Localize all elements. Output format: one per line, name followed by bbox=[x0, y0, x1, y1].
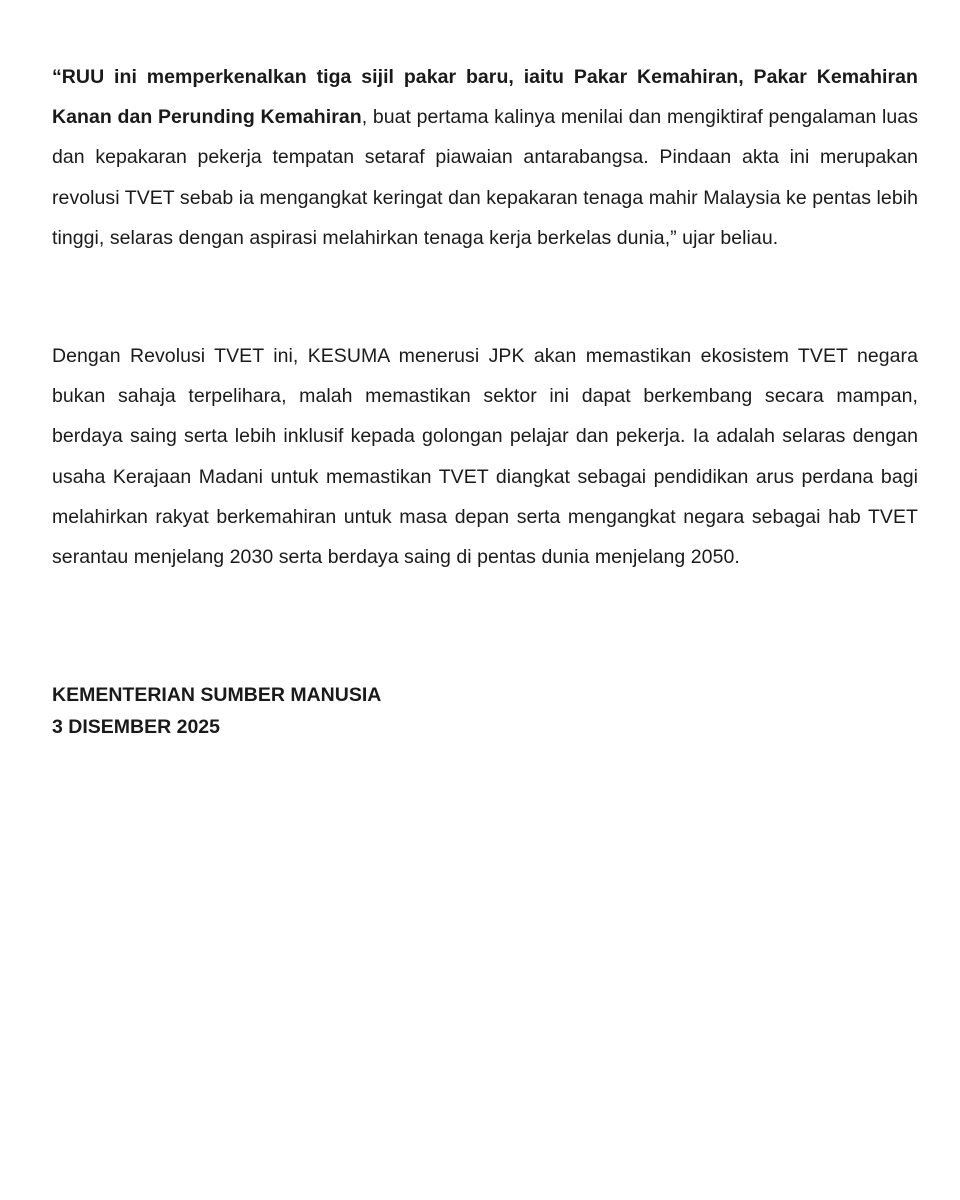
paragraph-quote-bold: “RUU ini memperkenalkan tiga sijil pakar baru, iaitu Pakar Kemahiran, Pakar Kemahiran Kanan dan Perunding Kemahiran bbox=[52, 66, 918, 129]
signature-ministry: KEMENTERIAN SUMBER MANUSIA bbox=[52, 684, 382, 706]
signature-block bbox=[52, 679, 381, 743]
signature-date: 3 DISEMBER 2025 bbox=[52, 716, 220, 738]
paragraph-quote bbox=[52, 57, 918, 258]
paragraph-tvet-revolution: Dengan Revolusi TVET ini, KESUMA menerusi JPK akan memastikan ekosistem TVET negara bukan sahaja terpelihara, malah memastikan sektor ini dapat berkembang secara mampan, berdaya saing serta lebih inklusif kepada golongan pelajar dan pekerja. Ia adalah selaras dengan usaha Kerajaan Madani untuk memastikan TVET diangkat sebagai pendidikan arus perdana bagi melahirkan rakyat berkemahiran untuk masa depan serta mengangkat negara sebagai hab TVET serantau menjelang 2030 serta berdaya saing di pentas dunia menjelang 2050. bbox=[52, 345, 918, 569]
paragraph-quote-normal: , buat pertama kalinya menilai dan mengiktiraf pengalaman luas dan kepakaran pekerja tempatan setaraf piawaian antarabangsa. Pindaan akta ini merupakan revolusi TVET sebab ia mengangkat keringat dan kepakaran tenaga mahir Malaysia ke pentas lebih tinggi, selaras dengan aspirasi melahirkan tenaga kerja berkelas dunia,” ujar beliau. bbox=[52, 106, 918, 249]
